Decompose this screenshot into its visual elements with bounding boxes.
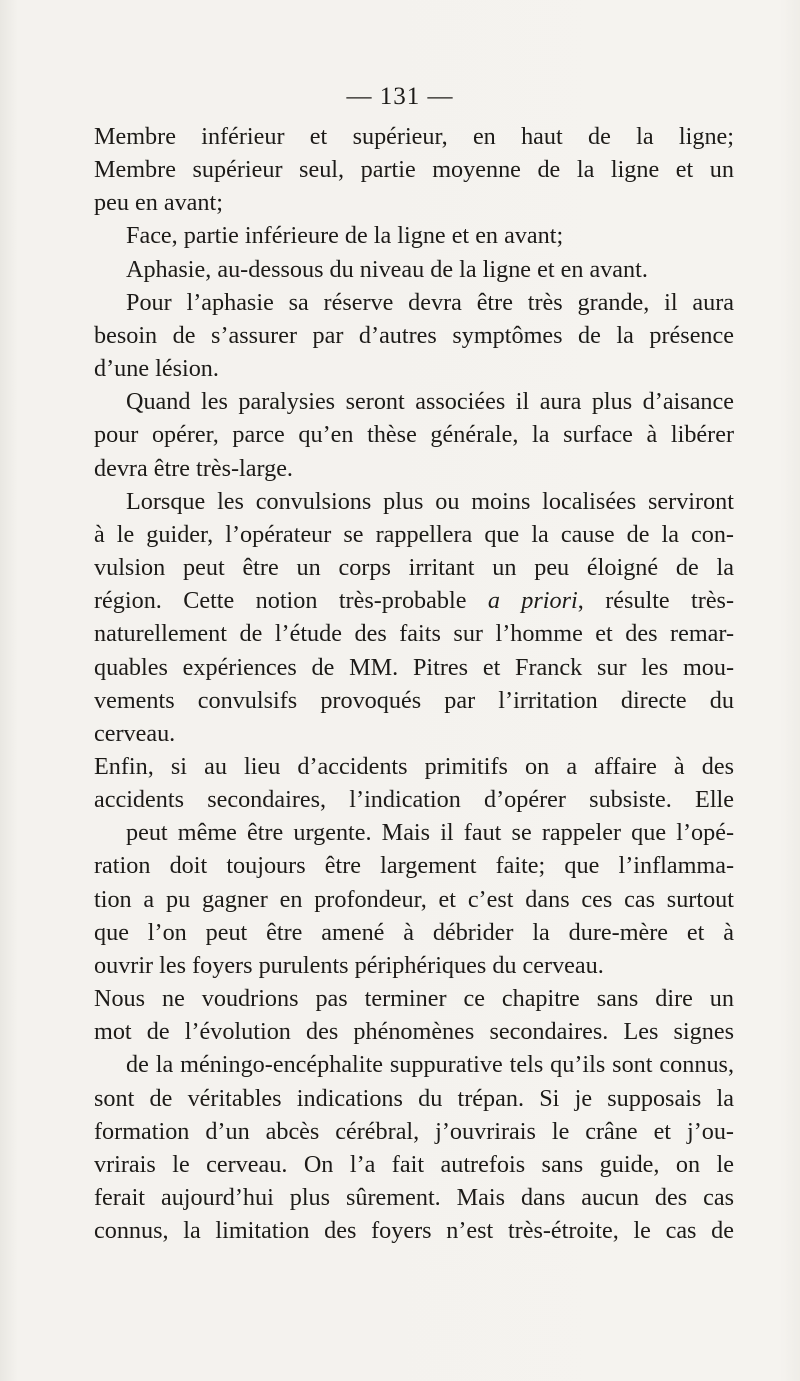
text-line: Aphasie, au-dessous du niveau de la ligne et en avant.	[126, 255, 648, 283]
text-line: pour opérer, parce qu’en thèse générale, la surface à libérer	[94, 421, 734, 449]
text-segment: région. Cette notion très-probable	[94, 587, 467, 615]
text-line: Face, partie inférieure de la ligne et en avant;	[126, 222, 564, 250]
text-line: vrirais le cerveau. On l’a fait autrefois sans guide, on le	[94, 1150, 734, 1178]
text-line: accidents secondaires, l’indication d’opérer subsiste. Elle	[94, 786, 734, 814]
italic-phrase: a priori	[487, 587, 578, 615]
text-line: Pour l’aphasie sa réserve devra être très grande, il aura	[126, 288, 734, 316]
text-line: vulsion peut être un corps irritant un peu éloigné de la	[94, 554, 734, 582]
text-line: Membre supérieur seul, partie moyenne de la ligne et un	[94, 156, 734, 184]
text-line: d’une lésion.	[94, 355, 219, 383]
text-line: besoin de s’assurer par d’autres symptômes de la présence	[94, 321, 734, 349]
text-line: Enfin, si au lieu d’accidents primitifs on a affaire à des	[94, 752, 734, 780]
text-segment: , résulte très-	[577, 587, 735, 615]
text-line: à le guider, l’opérateur se rappellera que la cause de la con-	[94, 520, 734, 548]
text-line: peut même être urgente. Mais il faut se rappeler que l’opé-	[126, 819, 734, 847]
text-line: ouvrir les foyers purulents périphériques du cerveau.	[94, 951, 604, 979]
text-line: Quand les paralysies seront associées il aura plus d’aisance	[126, 388, 734, 416]
text-line: formation d’un abcès cérébral, j’ouvrirais le crâne et j’ou-	[94, 1117, 734, 1145]
text-line-with-italic	[94, 584, 734, 617]
text-line: connus, la limitation des foyers n’est très-étroite, le cas de	[94, 1217, 734, 1245]
text-line: sont de véritables indications du trépan. Si je supposais la	[94, 1084, 734, 1112]
text-line: Nous ne voudrions pas terminer ce chapitre sans dire un	[94, 985, 734, 1013]
text-line: cerveau.	[94, 719, 176, 747]
text-line: Membre inférieur et supérieur, en haut de la ligne;	[94, 123, 734, 150]
text-line: de la méningo-encéphalite suppurative tels qu’ils sont connus,	[126, 1051, 734, 1079]
text-line: mot de l’évolution des phénomènes secondaires. Les signes	[94, 1018, 734, 1046]
page-number: — 131 —	[346, 83, 454, 110]
text-line: devra être très-large.	[94, 454, 293, 482]
text-line: naturellement de l’étude des faits sur l’homme et des remar-	[94, 620, 734, 648]
body-text	[94, 120, 734, 1247]
text-line: quables expériences de MM. Pitres et Franck sur les mou-	[94, 653, 734, 681]
text-line: ferait aujourd’hui plus sûrement. Mais dans aucun des cas	[94, 1184, 734, 1211]
text-line: que l’on peut être amené à débrider la dure-mère et à	[94, 918, 734, 946]
text-line: vements convulsifs provoqués par l’irritation directe du	[94, 686, 734, 714]
text-line: ration doit toujours être largement faite; que l’inflamma-	[94, 852, 734, 880]
text-line: Lorsque les convulsions plus ou moins localisées serviront	[126, 487, 734, 515]
text-line: tion a pu gagner en profondeur, et c’est dans ces cas surtout	[94, 885, 734, 913]
text-line: peu en avant;	[94, 189, 223, 217]
